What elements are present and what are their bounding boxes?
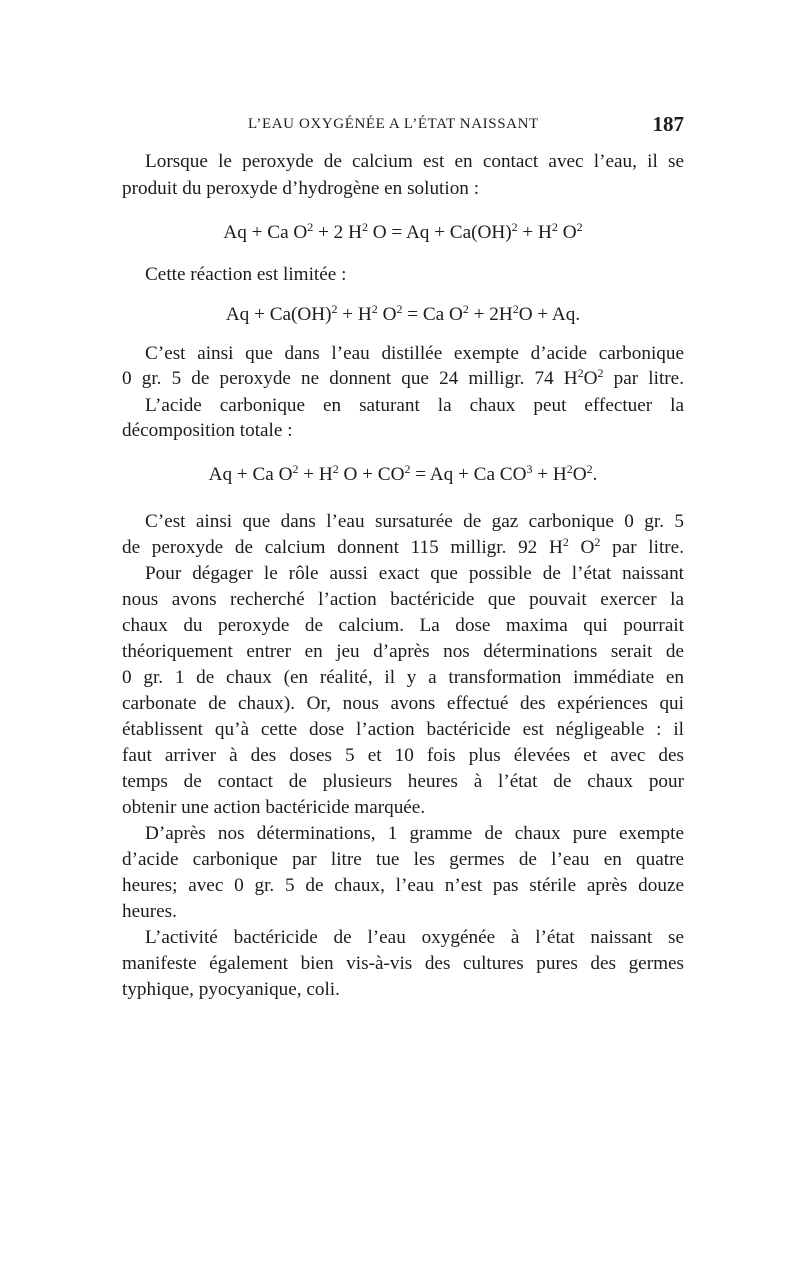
text-line: C’est ainsi que dans l’eau distillée exempte d’acide carbonique	[145, 343, 684, 364]
text-line: Pour dégager le rôle aussi exact que possible de l’état naissant	[145, 563, 684, 584]
text-line: manifeste également bien vis-à-vis des cultures pures des germes	[122, 953, 684, 974]
text-line: C’est ainsi que dans l’eau sursaturée de gaz carbonique 0 gr. 5	[145, 511, 684, 532]
text-line: typhique, pyocyanique, coli.	[122, 979, 340, 1000]
text-line: décomposition totale :	[122, 420, 293, 441]
text-line: établissent qu’à cette dose l’action bactéricide est négligeable : il	[122, 719, 684, 740]
text-line: heures.	[122, 901, 177, 922]
text-line: faut arriver à des doses 5 et 10 fois plus élevées et avec des	[122, 745, 684, 766]
text-line: Lorsque le peroxyde de calcium est en contact avec l’eau, il se	[145, 151, 684, 172]
text-line: 0 gr. 1 de chaux (en réalité, il y a transformation immédiate en	[122, 667, 684, 688]
text-line: heures; avec 0 gr. 5 de chaux, l’eau n’est pas stérile après douze	[122, 875, 684, 896]
text-line: L’acide carbonique en saturant la chaux peut effectuer la	[145, 395, 684, 416]
equation: $Aq + Ca(OH)^2 + H^2$ $O^2 = Ca$ $O^2 + 2H^2O + Aq$.	[225, 302, 581, 325]
running-head-title: L’EAU OXYGÉNÉE A L’ÉTAT NAISSANT	[248, 116, 539, 132]
text-line: carbonate de chaux). Or, nous avons effectué des expériences qui	[122, 693, 684, 714]
equation: Aq + Ca $O^2 + H^2$ $O + CO^2 = Aq + Ca$ $CO^3 + H^2O^2$.	[208, 462, 598, 485]
equation: Aq + Ca $O^2 + 2$ $H^2$ $O = Aq + Ca(OH)^2 + H^2$ $O^2$	[223, 220, 583, 243]
running-head	[122, 112, 684, 140]
text-line: D’après nos déterminations, 1 gramme de chaux pure exempte	[145, 823, 684, 844]
text-line: obtenir une action bactéricide marquée.	[122, 797, 426, 818]
page-number: 187	[652, 112, 684, 136]
text-line: de peroxyde de calcium donnent 115 milligr. 92 $H^2$ $O^2$ par litre.	[122, 535, 684, 558]
text-line: théoriquement entrer en jeu d’après nos déterminations serait de	[122, 641, 684, 662]
text-line: d’acide carbonique par litre tue les germes de l’eau en quatre	[122, 849, 684, 870]
text-line: temps de contact de plusieurs heures à l’état de chaux pour	[122, 771, 684, 792]
text-line: Cette réaction est limitée :	[145, 264, 347, 285]
text-line: nous avons recherché l’action bactéricide que pouvait exercer la	[122, 589, 684, 610]
text-line: L’activité bactéricide de l’eau oxygénée à l’état naissant se	[145, 927, 684, 948]
text-line: produit du peroxyde d’hydrogène en solution :	[122, 178, 480, 199]
text-line: 0 gr. 5 de peroxyde ne donnent que 24 milligr. 74 $H^2O^2$ par litre.	[122, 366, 684, 389]
text-line: chaux du peroxyde de calcium. La dose maxima qui pourrait	[122, 615, 684, 636]
